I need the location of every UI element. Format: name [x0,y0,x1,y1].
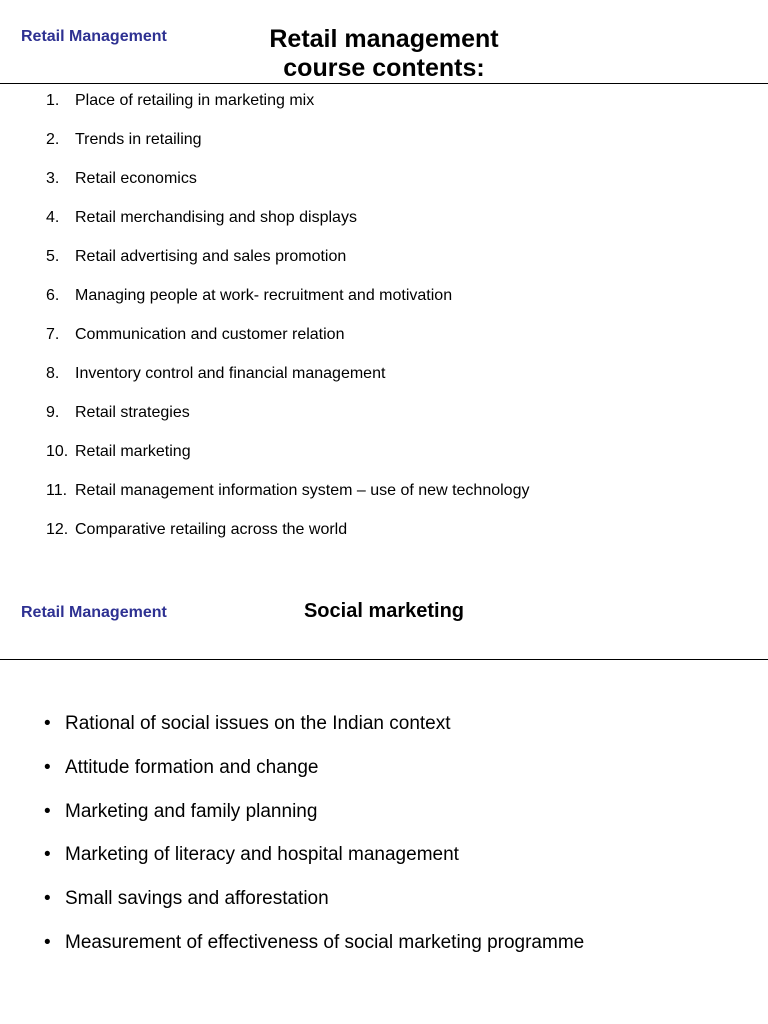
list-item [0,325,768,364]
item-text: Place of retailing in marketing mix [75,92,315,109]
course-contents-list [0,91,768,559]
bullet-icon: • [44,844,51,866]
item-number: 12. [46,521,69,538]
list-item [0,843,768,887]
item-text: Retail strategies [75,404,190,421]
item-text: Retail advertising and sales promotion [75,248,347,265]
item-text: Marketing and family planning [65,800,318,822]
social-marketing-list [0,712,768,975]
item-number: 9. [46,404,60,421]
list-item [0,712,768,756]
item-number: 1. [46,92,60,109]
section-title: Social marketing [303,600,465,622]
list-item [0,364,768,403]
header-divider [0,659,768,660]
title-line-2: course contents: [283,54,485,82]
list-item [0,403,768,442]
item-text: Retail marketing [75,443,191,460]
item-number: 5. [46,248,60,265]
item-text: Retail merchandising and shop displays [75,209,357,226]
item-text: Retail management information system – use of new technology [75,482,530,499]
list-item [0,286,768,325]
item-number: 4. [46,209,60,226]
list-item [0,130,768,169]
item-number: 6. [46,287,60,304]
item-text: Retail economics [75,170,197,187]
list-item [0,442,768,481]
list-item [0,208,768,247]
bullet-icon: • [44,888,51,910]
item-number: 10. [46,443,69,460]
list-item [0,887,768,931]
list-item [0,247,768,286]
list-item [0,91,768,130]
list-item [0,931,768,975]
item-number: 11. [46,482,68,499]
brand-label: Retail Management [21,604,167,621]
item-number: 7. [46,326,60,343]
title-line-1: Retail management [269,25,499,53]
item-number: 3. [46,170,60,187]
list-item [0,756,768,800]
bullet-icon: • [44,800,51,822]
page-title [184,25,584,83]
item-number: 8. [46,365,60,382]
item-text: Managing people at work- recruitment and motivation [75,287,453,304]
item-text: Rational of social issues on the Indian context [65,713,451,734]
item-text: Marketing of literacy and hospital management [65,844,459,866]
item-text: Trends in retailing [75,131,202,148]
item-text: Communication and customer relation [75,326,345,343]
list-item [0,481,768,520]
item-text: Inventory control and financial management [75,365,386,382]
item-text: Attitude formation and change [65,756,319,778]
header-divider [0,83,768,84]
list-item [0,800,768,844]
item-text: Small savings and afforestation [65,888,329,910]
brand-label: Retail Management [21,28,167,45]
bullet-icon: • [44,756,51,778]
item-text: Comparative retailing across the world [75,521,348,538]
list-item [0,169,768,208]
item-number: 2. [46,131,60,148]
list-item [0,520,768,559]
bullet-icon: • [44,713,51,734]
item-text: Measurement of effectiveness of social marketing programme [65,931,585,953]
bullet-icon: • [44,931,51,953]
